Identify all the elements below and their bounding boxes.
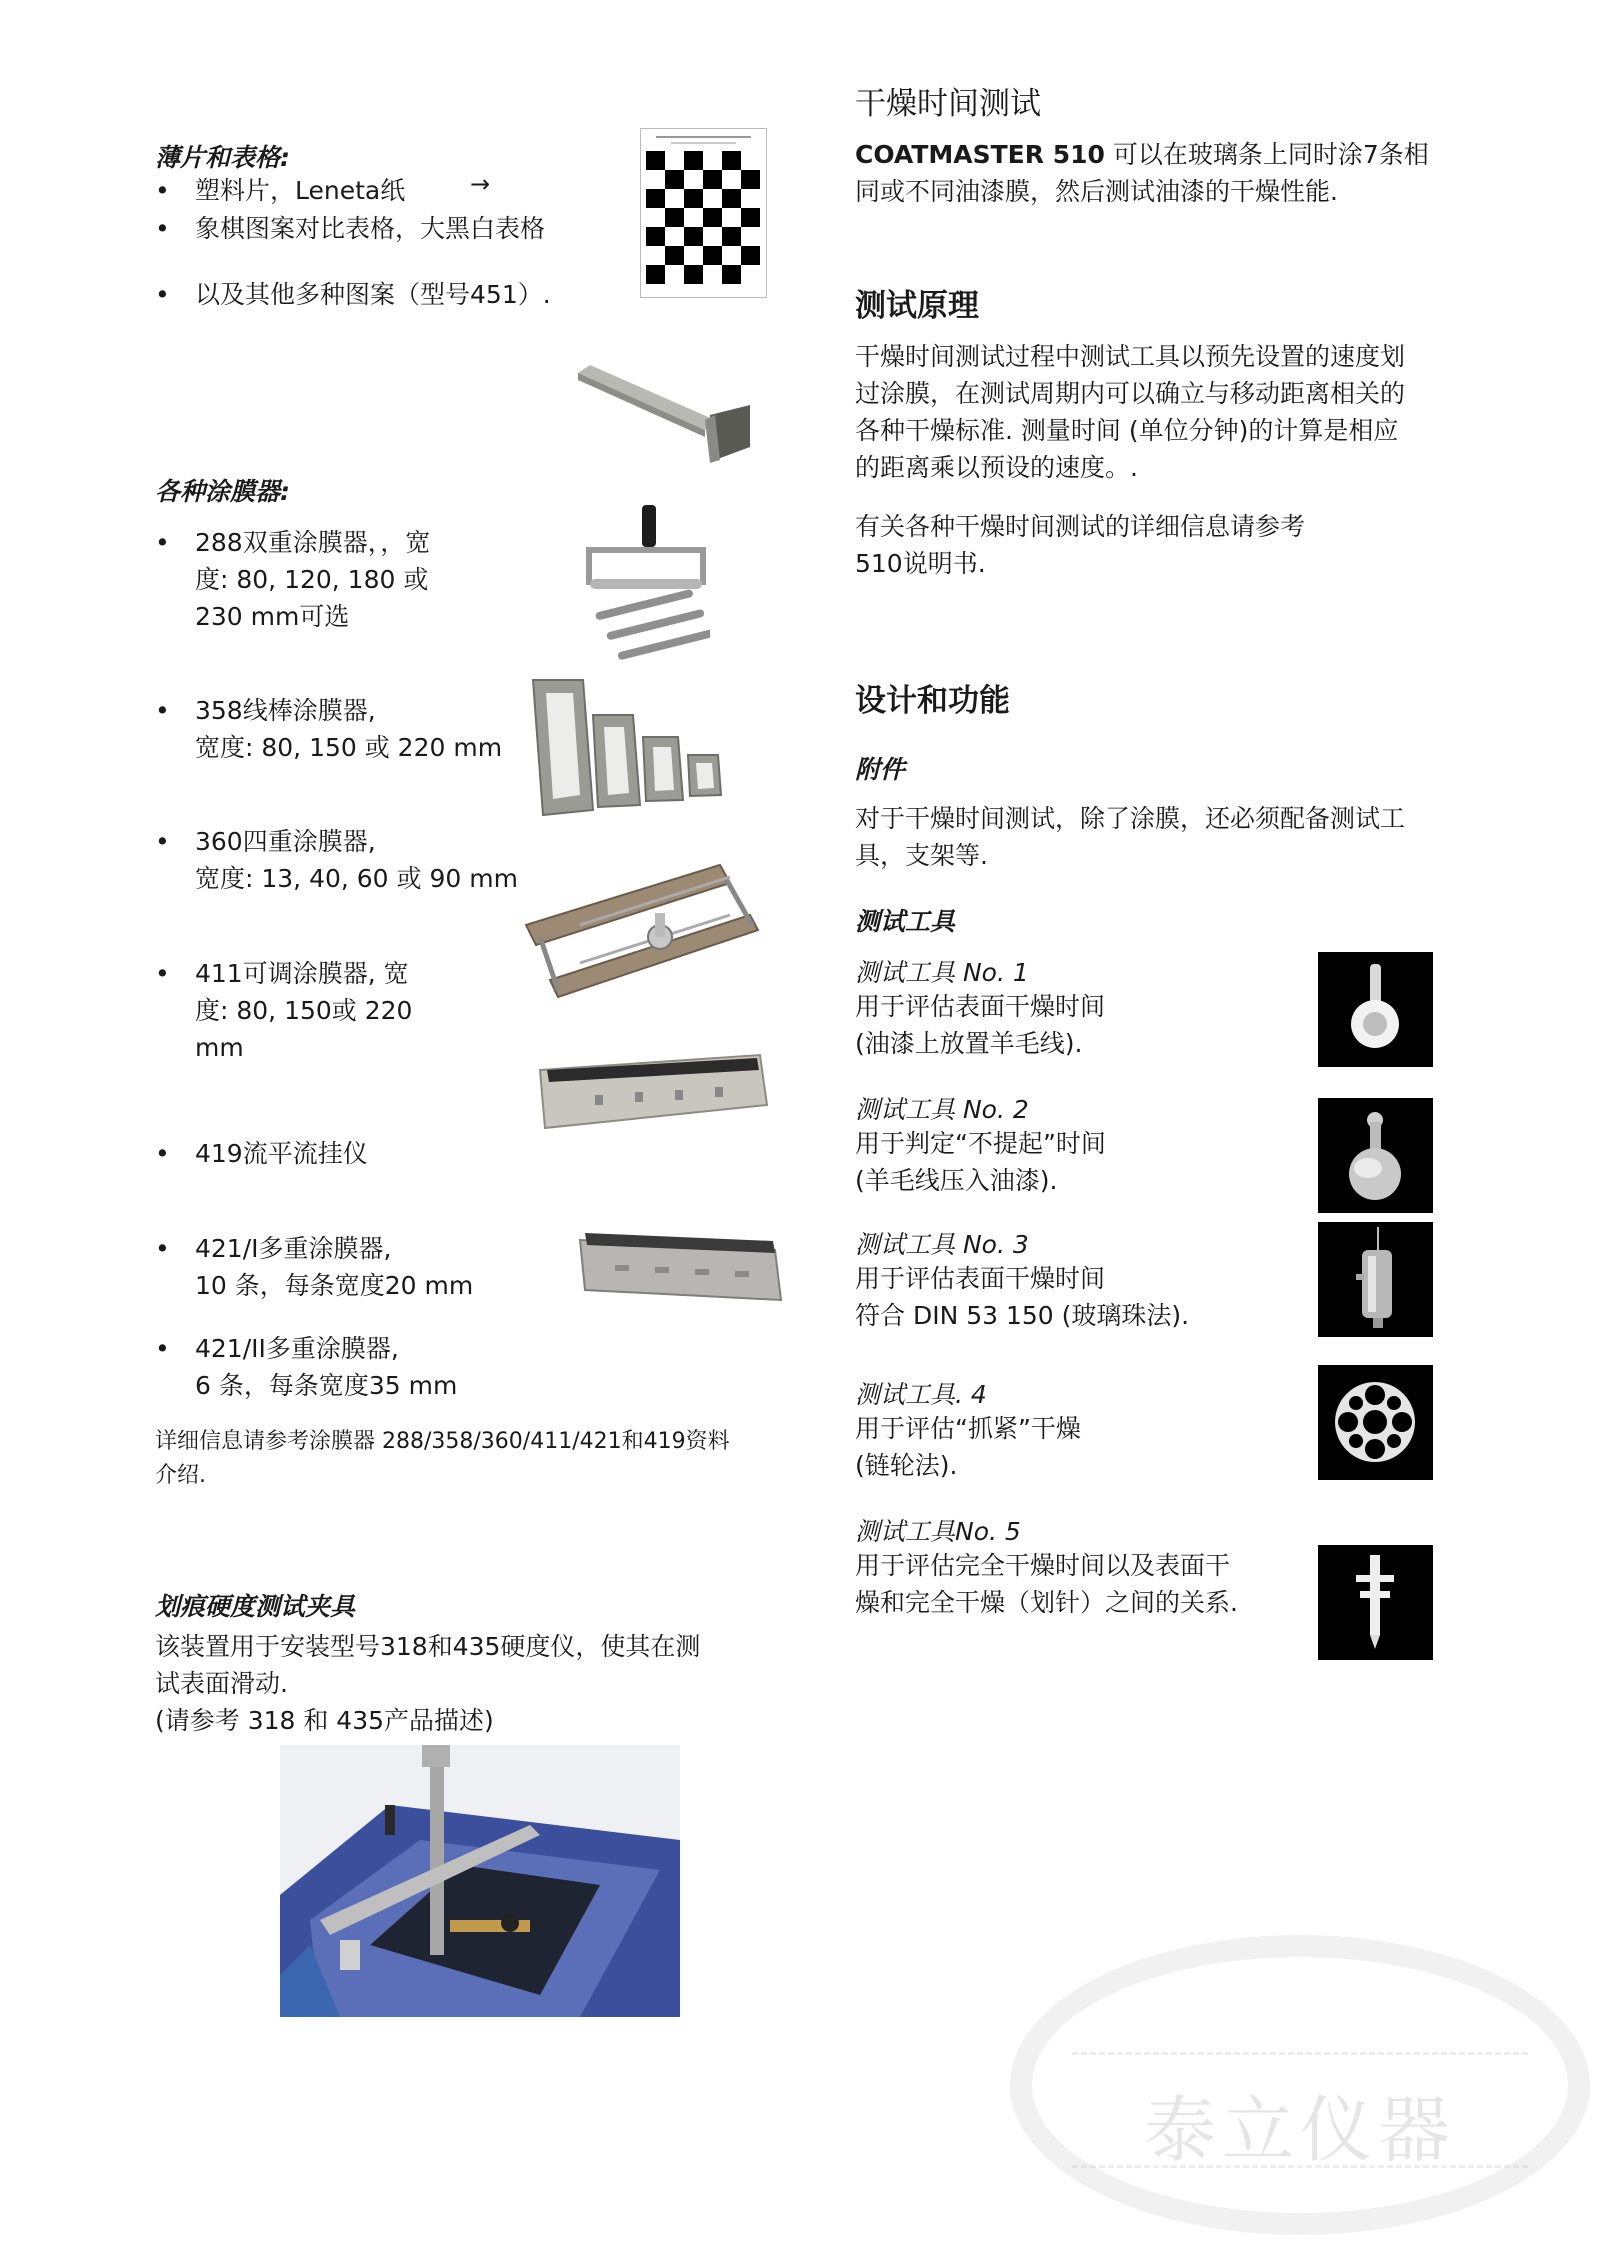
checker-square xyxy=(722,227,741,246)
test-tools-heading: 测试工具 xyxy=(855,907,956,936)
watermark-seal: 泰立仪器 xyxy=(1010,1935,1590,2235)
brand-name: COATMASTER 510 xyxy=(855,140,1105,169)
drawdown-bar-image xyxy=(570,365,755,465)
principle-text: 干燥时间测试过程中测试工具以预先设置的速度划 过涂膜，在测试周期内可以确立与移动距离相关的 各种干燥标准. 测量时间 (单位分钟)的计算是相应 的距离乘以预设的速度。. xyxy=(855,342,1406,482)
pin-wheel-icon xyxy=(1318,952,1433,1067)
checker-square xyxy=(646,265,665,284)
design-heading: 设计和功能 xyxy=(855,683,1010,719)
pressed-wheel-icon xyxy=(1318,1098,1433,1213)
leveling-tester-419-image xyxy=(535,1050,770,1130)
accessories-text: 对于干燥时间测试，除了涂膜，还必须配备测试工 具，支架等. xyxy=(855,804,1406,870)
tool-3-label: 测试工具 No. 3 xyxy=(855,1230,1029,1259)
checker-square xyxy=(741,208,760,227)
checker-square xyxy=(684,189,703,208)
applicators-note: 详细信息请参考涂膜器 288/358/360/411/421和419资料 介绍. xyxy=(155,1429,730,1488)
stylus-cross-icon xyxy=(1318,1545,1433,1660)
scratch-fixture-text: 该装置用于安装型号318和435硬度仪，使其在测 试表面滑动. (请参考 318 和 435产品描述) xyxy=(155,1632,701,1735)
tool-5-label: 测试工具No. 5 xyxy=(855,1517,1021,1546)
dual-applicator-288-image xyxy=(580,505,710,670)
checker-square xyxy=(703,208,722,227)
tool-4-desc: 用于评估“抓紧”干燥 (链轮法). xyxy=(855,1414,1081,1480)
checker-square xyxy=(684,151,703,170)
checker-square xyxy=(646,189,665,208)
checker-square xyxy=(722,189,741,208)
drying-time-title: 干燥时间测试 xyxy=(855,86,1041,122)
checker-square xyxy=(741,246,760,265)
checker-square xyxy=(684,227,703,246)
sprocket-icon xyxy=(1318,1365,1433,1480)
applicators-heading: 各种涂膜器: xyxy=(155,477,290,506)
checker-square xyxy=(722,265,741,284)
checker-square xyxy=(665,170,684,189)
arrow-icon: → xyxy=(470,170,491,198)
checker-square xyxy=(684,265,703,284)
checkerboard-chart-image xyxy=(640,128,767,298)
accessories-heading: 附件 xyxy=(855,755,906,784)
tool-4-label: 测试工具. 4 xyxy=(855,1380,987,1409)
cube-applicators-358-image xyxy=(528,675,758,820)
checker-square xyxy=(665,208,684,227)
multi-applicator-421-image xyxy=(575,1225,785,1310)
scratch-fixture-heading: 划痕硬度测试夹具 xyxy=(155,1592,356,1621)
tool-5-desc: 用于评估完全干燥时间以及表面干 燥和完全干燥（划针）之间的关系. xyxy=(855,1551,1238,1617)
checker-square xyxy=(665,246,684,265)
scratch-fixture-image xyxy=(280,1745,680,2017)
checker-square xyxy=(703,170,722,189)
tool-2-desc: 用于判定“不提起”时间 (羊毛线压入油漆). xyxy=(855,1129,1106,1195)
intro-paragraph: COATMASTER 510 可以在玻璃条上同时涂7条相 同或不同油漆膜，然后测试油漆的干燥性能. xyxy=(855,140,1429,206)
quad-applicator-360-image xyxy=(520,855,765,1005)
checker-square xyxy=(646,227,665,246)
tool-2-label: 测试工具 No. 2 xyxy=(855,1095,1029,1124)
tool-1-label: 测试工具 No. 1 xyxy=(855,958,1029,987)
films-heading: 薄片和表格: xyxy=(155,143,290,172)
checker-square xyxy=(646,151,665,170)
checker-square xyxy=(722,151,741,170)
tool-1-desc: 用于评估表面干燥时间 (油漆上放置羊毛线). xyxy=(855,992,1106,1058)
principle-reference: 有关各种干燥时间测试的详细信息请参考 510说明书. xyxy=(855,512,1306,578)
tool-3-desc: 用于评估表面干燥时间 符合 DIN 53 150 (玻璃珠法). xyxy=(855,1264,1190,1330)
checker-square xyxy=(703,246,722,265)
checker-square xyxy=(741,170,760,189)
principle-heading: 测试原理 xyxy=(855,288,979,324)
glass-bead-icon xyxy=(1318,1222,1433,1337)
